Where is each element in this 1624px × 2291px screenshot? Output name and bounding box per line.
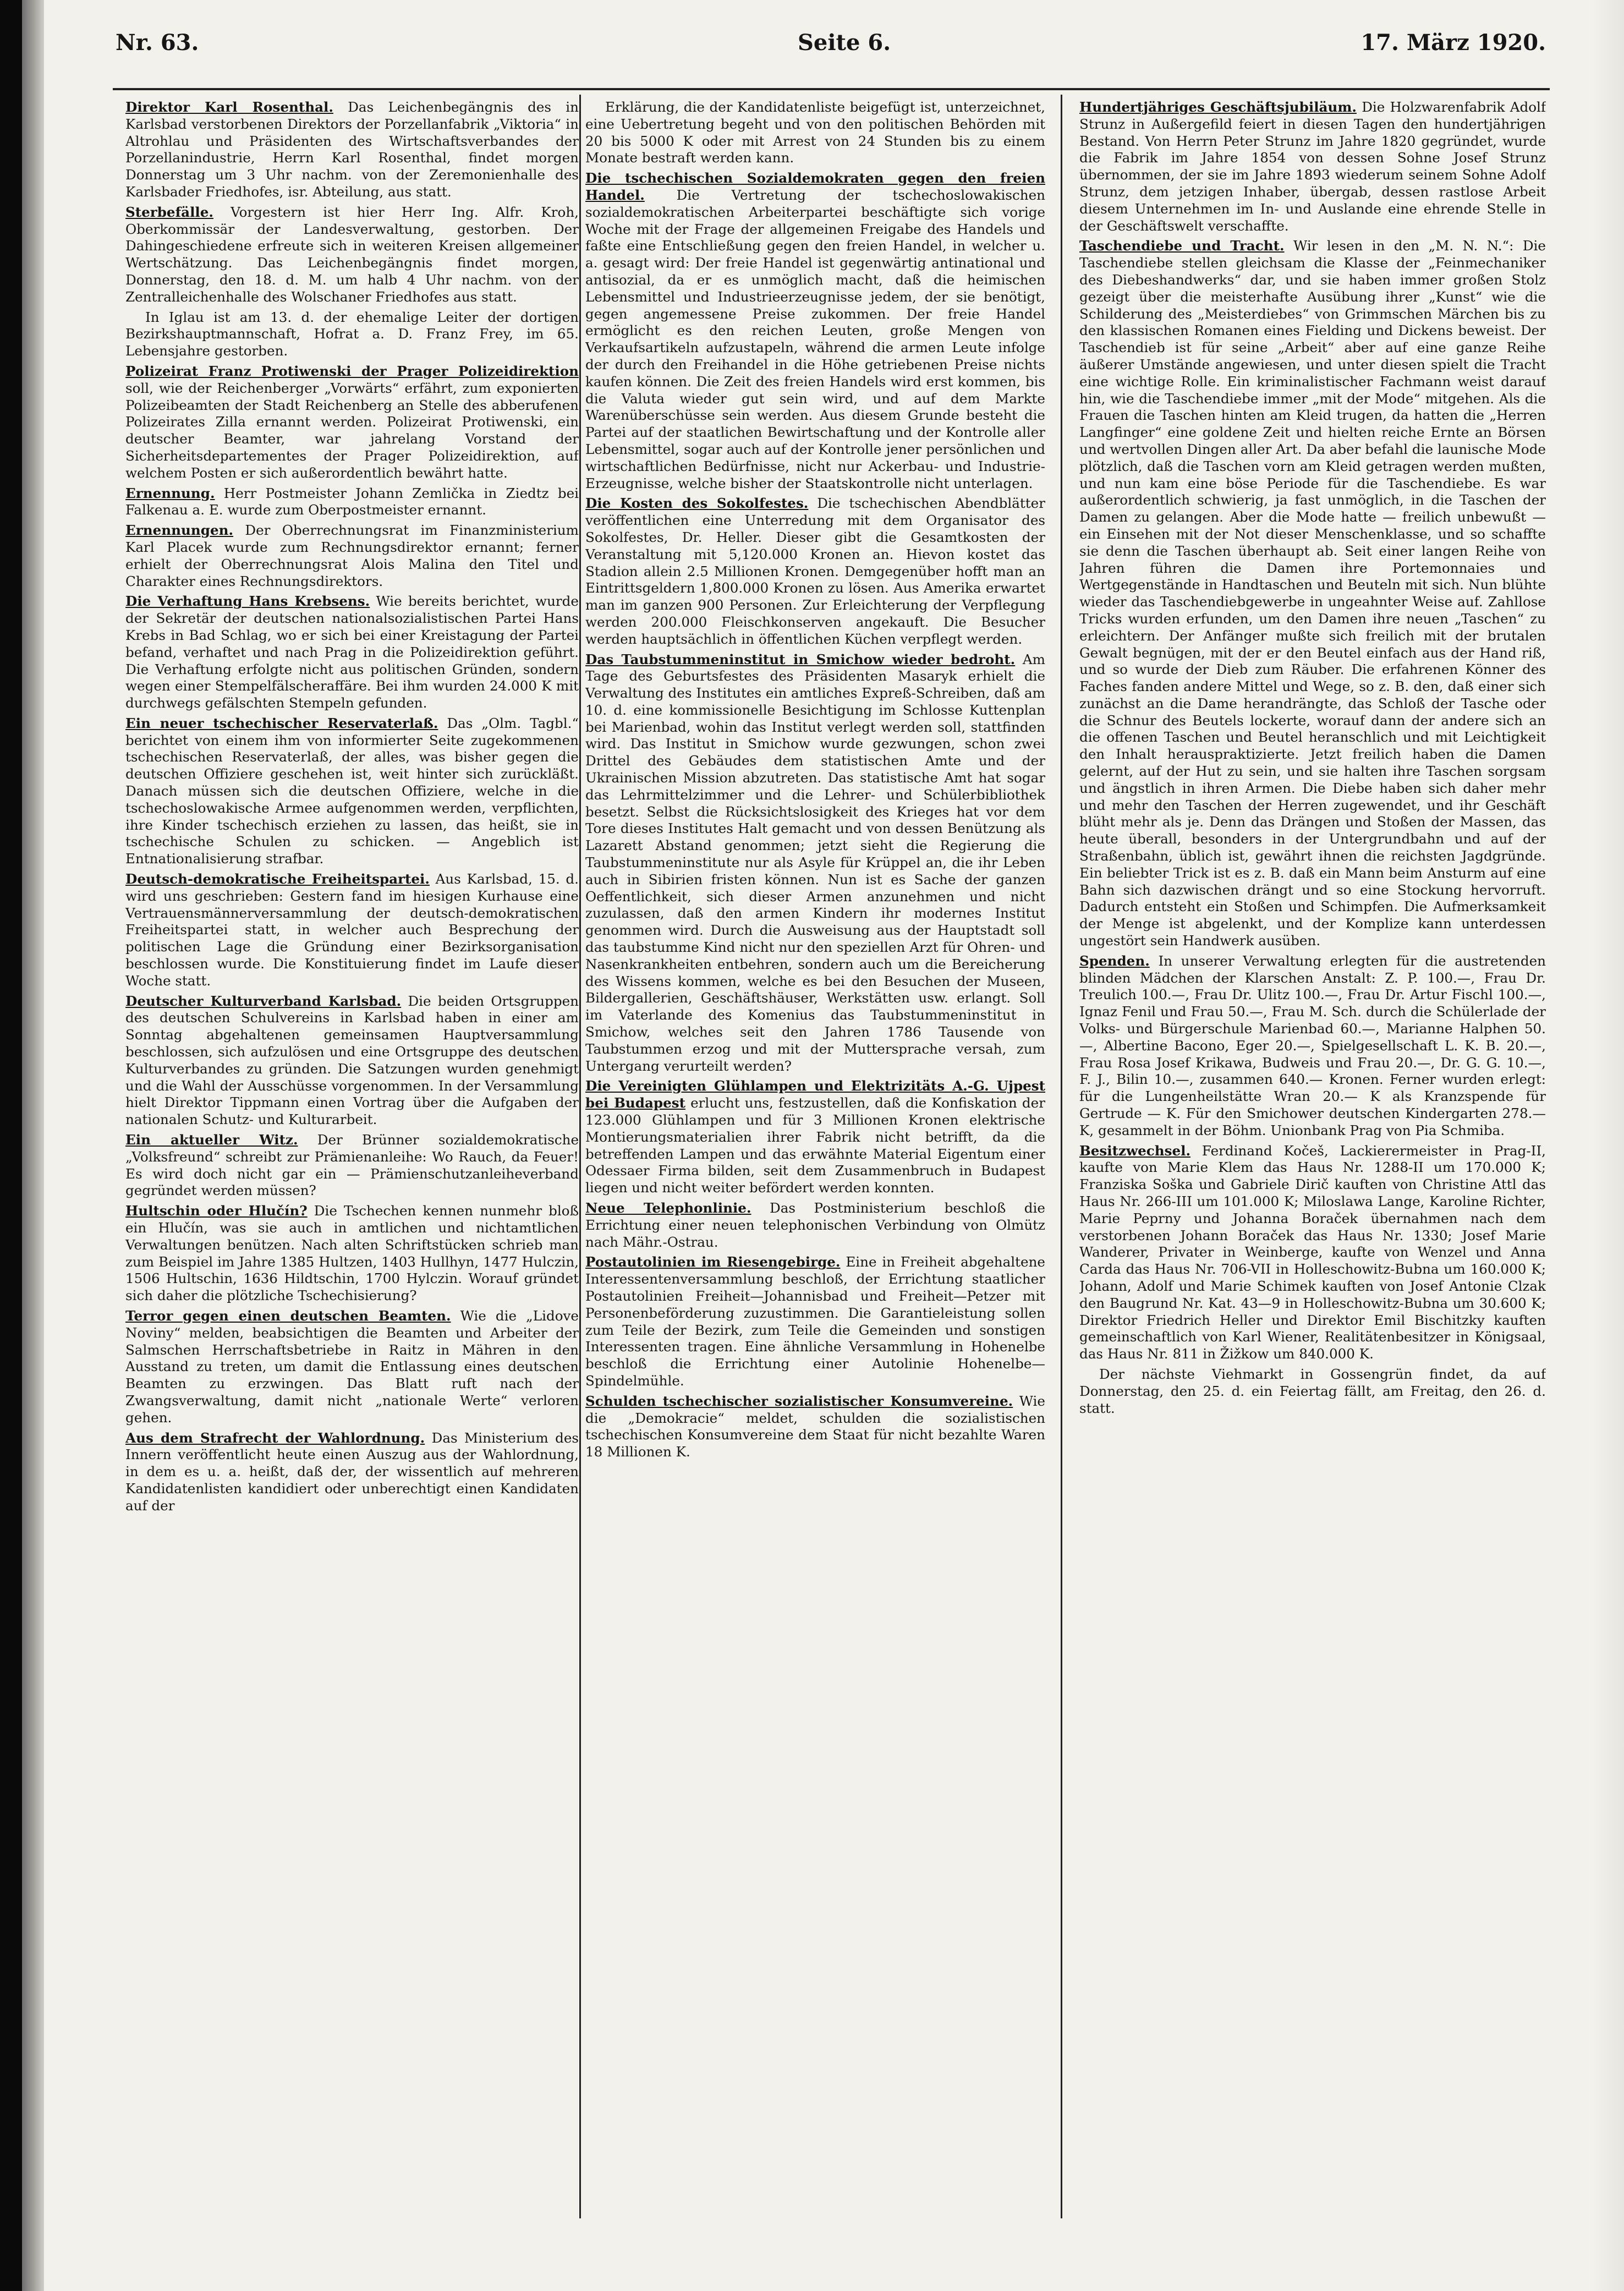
article bbox=[585, 99, 1045, 167]
article-headline: Direktor Karl Rosenthal. bbox=[125, 99, 333, 115]
article-body: Wir lesen in den „M. N. N.“: Die Taschendiebe stellen gleichsam die Klasse der „Feinmechaniker des Diebeshandwerks“ dar, und sie haben immer großen Stolz gezeigt über die meisterhafte Ausübung ihrer „Kunst“ wie die Schilderung des „Meisterdiebes“ von Grimmschen Märchen bis zu den klassischen Romanen eines Fielding und Dickens beweist. Der Taschendieb ist für seine „Arbeit“ aber auf eine ganze Reihe äußerer Umstände angewiesen, und unter diesen spielt die Tracht eine wichtige Rolle. Ein kriminalistischer Fachmann weist darauf hin, wie die Taschendiebe immer „mit der Mode“ mitgehen. Als die Frauen die Taschen hinten am Kleid trugen, da hatten die „Herren Langfinger“ eine goldene Zeit und hielten reiche Ernte an Börsen und wertvollen Dingen aller Art. Da aber befahl die launische Mode plötzlich, daß die Taschen vorn am Kleid getragen werden mußten, und nun kam eine böse Periode für die Taschendiebe. Es war außerordentlich schwierig, ja fast unmöglich, in die Taschen der Damen zu gelangen. Aber die Mode hatte — freilich unbewußt — ein Einsehen mit der Not dieser Menschenklasse, und so schaffte sie denn die Taschen überhaupt ab. Seit einer langen Reihe von Jahren führen die Damen ihre Portemonnaies und Wertgegenstände in Handtaschen und Beuteln mit sich. Nun blühte wieder das Taschendiebgewerbe in ungeahnter Weise auf. Zahllose Tricks wurden erfunden, um den Damen ihre neuen „Taschen“ zu erleichtern. Der Anfänger mußte sich freilich mit der brutalen Gewalt begnügen, mit der er den Beutel einfach aus der Hand riß, und so wurde der Dieb zum Räuber. Die erfahrenen Könner des Faches fanden andere Mittel und Wege, so z. B. den, daß einer sich zunächst an die Dame herandrängte, das Schloß der Tasche oder die Schnur des Beutels lockerte, worauf dann der andere sich an die offenen Taschen und Beutel heranschlich und mit Leichtigkeit den Inhalt herauspraktizierte. Jetzt freilich haben die Damen gelernt, auf der Hut zu sein, und sie halten ihre Taschen sorgsam und ängstlich in ihren Armen. Die Diebe haben sich daher mehr und mehr den Taschen der Herren zugewendet, und ihr Geschäft blüht mehr als je. Denn das Drängen und Stoßen der Massen, das heute überall, besonders in der Untergrundbahn und auf der Straßenbahn, üblich ist, gewährt ihnen die reichsten Jagdgründe. Ein beliebter Trick ist es z. B. daß ein Mann beim Ansturm auf eine Bahn sich dazwischen drängt und so eine Stockung hervorruft. Dadurch entsteht ein Stoßen und Schimpfen. Die Aufmerksamkeit der Menge ist abgelenkt, und der Komplize kann unterdessen ungestört sein Handwerk ausüben. bbox=[1079, 238, 1546, 949]
article-body: Erklärung, die der Kandidatenliste beigefügt ist, unterzeichnet, eine Uebertretung begeht und von den politischen Behörden mit 20 bis 5000 K oder mit Arrest von 24 Stunden bis zu einem Monate bestraft werden kann. bbox=[585, 99, 1045, 166]
article bbox=[125, 715, 579, 868]
article-body: Wie die „Demokracie“ meldet, schulden die sozialistischen tschechischen Konsumvereine dem Staat für nicht bezahlte Waren 18 Millionen K. bbox=[585, 1393, 1045, 1460]
article bbox=[585, 1078, 1045, 1197]
column-2 bbox=[585, 99, 1045, 2267]
article bbox=[125, 593, 579, 712]
column-1 bbox=[125, 99, 579, 2267]
article-headline: Die Kosten des Sokolfestes. bbox=[585, 495, 809, 512]
page-header bbox=[110, 24, 1551, 68]
article-headline: Spenden. bbox=[1079, 952, 1150, 969]
article bbox=[125, 1430, 579, 1515]
article bbox=[125, 309, 579, 360]
column-rule-2 bbox=[1061, 95, 1062, 2218]
article bbox=[125, 485, 579, 519]
article-headline: Die Verhaftung Hans Krebsens. bbox=[125, 593, 370, 610]
article bbox=[1079, 238, 1546, 949]
article-headline: Besitzwechsel. bbox=[1079, 1142, 1191, 1159]
article-headline: Hultschin oder Hlučín? bbox=[125, 1203, 308, 1219]
article bbox=[585, 651, 1045, 1075]
article-headline: Neue Telephonlinie. bbox=[585, 1200, 751, 1216]
issue-number: Nr. 63. bbox=[116, 30, 199, 56]
article bbox=[585, 1200, 1045, 1251]
article-headline: Ernennungen. bbox=[125, 522, 234, 539]
article bbox=[585, 495, 1045, 648]
header-rule bbox=[113, 88, 1550, 90]
article-body: erlucht uns, festzustellen, daß die Konfiskation der 123.000 Glühlampen und für 3 Millionen Kronen elektrische Montierungsmaterialien ihrer Fabrik nicht betrifft, da die betreffenden Lampen und das erwähnte Material Eigentum einer Odessaer Firma bilden, seit dem Zusammenbruch in Budapest liegen und nicht weiter befördert werden konnten. bbox=[585, 1095, 1045, 1196]
article bbox=[1079, 953, 1546, 1139]
article-body: Die tschechischen Abendblätter veröffentlichen eine Unterredung mit dem Organisator des Sokolfestes, Dr. Heller. Dieser gibt die Gesamtkosten der Veranstaltung mit 5,120.000 Kronen an. Hievon kostet das Stadion allein 2.5 Millionen Kronen. Demgegenüber hofft man an Eintrittsgeldern 1,800.000 Kronen zu lösen. Aus Amerika erwartet man im ganzen 900 Personen. Zur Erleichterung der Verpflegung werden 200.000 Fleischkonserven angekauft. Die Besucher werden hauptsächlich in öffentlichen Küchen verpflegt werden. bbox=[585, 495, 1045, 647]
article-body: In unserer Verwaltung erlegten für die austretenden blinden Mädchen der Klarschen Anstalt: Z. P. 100.—, Frau Dr. Treulich 100.—, Frau Dr. Ulitz 100.—, Frau Dr. Artur Fischl 100.—, Ignaz Fenil und Frau 50.—, Frau M. Sch. durch die Schülerlade der Volks- und Bürgerschule Marienbad 60.—, Marianne Halphen 50.—, Albertine Bacono, Eger 20.—, Spielgesellschaft L. K. B. 20.—, Frau Rosa Josef Krikawa, Budweis und Frau 20.—, Dr. G. G. 10.—, F. J., Bilin 10.—, zusammen 640.— Kronen. Ferner wurden erlegt: für die Lungenheilstätte Wran 20.— K als Kranzspende für Gertrude — K. Für den Smichower deutschen Kindergarten 278.— K, gesammelt in der Böhm. Unionbank Prag von Pia Schmiba. bbox=[1079, 952, 1546, 1138]
article-body: Eine in Freiheit abgehaltene Interessentenversammlung beschloß, der Errichtung staatlicher Postautolinien Freiheit—Johannisbad und Freiheit—Petzer mit Personenbeförderung zuzustimmen. Die Garantieleistung sollen zum Teile der Bezirk, zum Teile die Gemeinden und sonstigen Interessenten tragen. Eine ähnliche Versammlung in Hohenelbe beschloß die Errichtung einer Autolinie Hohenelbe—Spindelmühle. bbox=[585, 1254, 1045, 1389]
article-body: Ferdinand Kočeš, Lackierermeister in Prag-II, kaufte von Marie Klem das Haus Nr. 1288-II um 170.000 K; Franziska Soška und Gabriele Dirič kauften von Christine Attl das Haus Nr. 266-III um 101.000 K; Miloslawa Lange, Karoline Richter, Marie Peprny und Johanna Boraček übernahmen nach dem verstorbenen Johann Boraček das Haus Nr. 1330; Josef Marie Wanderer, Privater in Weinberge, kaufte von Wenzel und Anna Carda das Haus Nr. 706-VII in Holleschowitz-Bubna um 160.000 K; Johann, Adolf und Marie Schimek kauften von Josef Antonie Clzak den Baugrund Nr. Kat. 43—9 in Holleschowitz-Bubna um 30.600 K; Direktor Friedrich Heller und Direktor Emil Bischitzky kauften gemeinschaftlich von Karl Wiener, Realitätenbesitzer in Königsaal, das Haus Nr. 811 in Žižkow um 840.000 K. bbox=[1079, 1142, 1546, 1362]
article-headline: Die tschechischen Sozialdemokraten gegen den freien Handel. bbox=[585, 170, 1045, 203]
article-headline: Die Vereinigten Glühlampen und Elektrizitäts A.-G. Ujpest bei Budapest bbox=[585, 1078, 1045, 1111]
article-body: Das Ministerium des Innern veröffentlicht heute einen Auszug aus der Wahlordnung, in dem es u. a. heißt, daß der, der wissentlich auf mehreren Kandidatenlisten kandidiert oder unberechtigt einen Kandidaten auf der bbox=[125, 1429, 579, 1514]
article bbox=[585, 170, 1045, 492]
article-headline: Ernennung. bbox=[125, 485, 215, 501]
article-body: Die Vertretung der tschechoslowakischen sozialdemokratischen Arbeiterpartei beschäftigte sich vorige Woche mit der Frage der allgemeinen Freigabe des Handels und faßte eine Entschließung gegen den freien Handel, in welcher u. a. gesagt wird: Der freie Handel ist gegenwärtig antinational und antisozial, da er es unmöglich macht, daß die heimischen Lebensmittel und Industrieerzeugnisse jedem, der sie benötigt, gegen angemessene Preise zukommen. Der freie Handel ermöglicht es den reichen Leuten, große Mengen von Verkaufsartikeln aufzustapeln, während die armen Leute infolge der durch den Freihandel in die Höhe getriebenen Preise nichts kaufen können. Die Zeit des freien Handels wird erst kommen, bis die Valuta wieder gut sein wird, und auf dem Markte Warenüberschüsse sein werden. Aus diesem Grunde besteht die Partei auf der staatlichen Bewirtschaftung und der Kontrolle aller Lebensmittel, sogar auch auf der Kontrolle jener persönlichen und wirtschaftlichen Bedürfnisse, nicht nur Ackerbau- und Industrie-Erzeugnisse, welche bisher der Staatskontrolle nicht unterlagen. bbox=[585, 187, 1045, 491]
article-headline: Ein neuer tschechischer Reservaterlaß. bbox=[125, 715, 438, 731]
article-headline: Aus dem Strafrecht der Wahlordnung. bbox=[125, 1429, 425, 1446]
article-headline: Schulden tschechischer sozialistischer Konsumvereine. bbox=[585, 1393, 1013, 1409]
issue-date: 17. März 1920. bbox=[1360, 30, 1546, 56]
article bbox=[125, 363, 579, 482]
article-headline: Deutscher Kulturverband Karlsbad. bbox=[125, 993, 402, 1009]
article-body: Wie bereits berichtet, wurde der Sekretär der deutschen nationalsozialistischen Partei Hans Krebs in Bad Schlag, wo er sich bei einer Kreistagung der Partei befand, verhaftet und nach Prag in die Polizeidirektion geführt. Die Verhaftung erfolgte nicht aus politischen Gründen, sondern wegen einer Stempelfälscheraffäre. Bei ihm wurden 24.000 K mit durchwegs gefälschten Stempeln gefunden. bbox=[125, 593, 579, 711]
article-body: Das Postministerium beschloß die Errichtung einer neuen telephonischen Verbindung von Olmütz nach Mähr.-Ostrau. bbox=[585, 1200, 1045, 1250]
article-headline: Postautolinien im Riesengebirge. bbox=[585, 1254, 841, 1270]
article-body: Der Brünner sozialdemokratische „Volksfreund“ schreibt zur Prämienanleihe: Wo Rauch, da Feuer! Es wird doch nicht gar ein — Prämienschutzanleiheverband gegründet werden müssen? bbox=[125, 1132, 579, 1199]
article bbox=[1079, 1143, 1546, 1363]
article-headline: Ein aktueller Witz. bbox=[125, 1132, 298, 1148]
article-body: Die beiden Ortsgruppen des deutschen Schulvereins in Karlsbad haben in einer am Sonntag abgehaltenen gemeinsamen Hauptversammlung beschlossen, sich aufzulösen und eine Ortsgruppe des deutschen Kulturverbandes zu gründen. Die Satzungen wurden genehmigt und die Wahl der Ausschüsse vorgenommen. In der Versammlung hielt Direktor Tippmann einen Vortrag über die Aufgaben der nationalen Schutz- und Kulturarbeit. bbox=[125, 993, 579, 1128]
article-body: Aus Karlsbad, 15. d. wird uns geschrieben: Gestern fand im hiesigen Kurhause eine Vertrauensmännerversammlung der deutsch-demokratischen Freiheitspartei statt, in welcher auch Besprechung der politischen Lage die Gründung einer Bezirksorganisation beschlossen wurde. Die Konstituierung findet im Laufe dieser Woche statt. bbox=[125, 871, 579, 989]
article-headline: Taschendiebe und Tracht. bbox=[1079, 238, 1285, 254]
article bbox=[125, 1308, 579, 1427]
article bbox=[125, 1132, 579, 1199]
page-number: Seite 6. bbox=[798, 30, 891, 56]
article-headline: Das Taubstummeninstitut in Smichow wieder bedroht. bbox=[585, 651, 1016, 667]
article bbox=[125, 522, 579, 590]
article bbox=[585, 1393, 1045, 1461]
article-body: Herr Postmeister Johann Zemlička in Ziedtz bei Falkenau a. E. wurde zum Oberpostmeister ernannt. bbox=[125, 485, 579, 518]
article bbox=[125, 871, 579, 990]
article-headline: Sterbefälle. bbox=[125, 204, 213, 220]
article-body: Die Holzwarenfabrik Adolf Strunz in Außergefild feiert in diesen Tagen den hundertjährigen Bestand. Von Herrn Peter Strunz im Jahre 1820 gegründet, wurde die Fabrik im Jahre 1854 von dessen Sohne Josef Strunz übernommen, der sie im Jahre 1893 wiederum seinem Sohne Adolf Strunz, dem jetzigen Inhaber, übergab, dessen rastlose Arbeit diesem Unternehmen im In- und Auslande eine ehrende Stelle in der Geschäftswelt verschaffte. bbox=[1079, 99, 1546, 234]
article-body: Der nächste Viehmarkt in Gossengrün findet, da auf Donnerstag, den 25. d. ein Feiertag fällt, am Freitag, den 26. d. statt. bbox=[1079, 1366, 1546, 1416]
article bbox=[1079, 99, 1546, 234]
article-headline: Terror gegen einen deutschen Beamten. bbox=[125, 1307, 451, 1324]
scan-right-margin bbox=[1591, 0, 1624, 2291]
article-headline: Polizeirat Franz Protiwenski der Prager Polizeidirektion bbox=[125, 363, 579, 379]
article-body: Das Leichenbegängnis des in Karlsbad verstorbenen Direktors der Porzellanfabrik „Viktoria“ in Altrohlau und Präsidenten des Wirtschaftsverbandes der Porzellanindustrie, Herrn Karl Rosenthal, findet morgen Donnerstag um 3 Uhr nachm. von der Zeremonienhalle des Karlsbader Friedhofes, isr. Abteilung, aus statt. bbox=[125, 99, 579, 200]
article-body: Das „Olm. Tagbl.“ berichtet von einem ihm von informierter Seite zugekommenen tschechischen Reservaterlaß, der alles, was bisher gegen die deutschen Offiziere geschehen ist, weit hinter sich zurückläßt. Danach müssen sich die deutschen Offiziere, welche in die tschechoslowakische Armee aufgenommen werden, verpflichten, ihre Kinder tschechisch erziehen zu lassen, das heißt, sie in tschechische Schulen zu schicken. — Angeblich ist Entnationalisierung strafbar. bbox=[125, 715, 579, 867]
article-body: Wie die „Lidove Noviny“ melden, beabsichtigen die Beamten und Arbeiter der Salmschen Herrschaftsbetriebe in Raitz in Mähren in den Ausstand zu treten, um damit die Entlassung eines deutschen Beamten zu erzwingen. Das Blatt ruft nach der Zwangsverwaltung, damit nicht „nationale Werte“ verloren gehen. bbox=[125, 1307, 579, 1426]
article-body: soll, wie der Reichenberger „Vorwärts“ erfährt, zum exponierten Polizeibeamten der Stadt Reichenberg an Stelle des abberufenen Polizeirates Zilla ernannt werden. Polizeirat Protiwenski, ein deutscher Beamter, war jahrelang Vorstand der Sicherheitsdepartementes der Prager Polizeidirektion, auf welchem Posten er sich außerordentlich bewährt hatte. bbox=[125, 380, 579, 481]
article bbox=[1079, 1366, 1546, 1417]
article-body: Vorgestern ist hier Herr Ing. Alfr. Kroh, Oberkommissär der Landesverwaltung, gestorben. Der Dahingeschiedene erfreute sich in weiteren Kreisen allgemeiner Wertschätzung. Das Leichenbegängnis findet morgen, Donnerstag, den 18. d. M. um halb 4 Uhr nachm. von der Zentralleichenhalle des Wolschaner Friedhofes aus statt. bbox=[125, 204, 579, 305]
article bbox=[125, 1203, 579, 1305]
scan-edge-shadow bbox=[22, 0, 44, 2291]
article bbox=[125, 204, 579, 306]
article-body: Die Tschechen kennen nunmehr bloß ein Hlučín, was sie auch in amtlichen und nichtamtlichen Verwaltungen benützen. Nach alten Schriftstücken schrieb man zum Beispiel im Jahre 1385 Hultzen, 1403 Hullhyn, 1477 Hulczin, 1506 Hultschin, 1636 Hildtschin, 1700 Hylczin. Worauf gründet sich daher die plötzliche Tschechisierung? bbox=[125, 1203, 579, 1304]
article-headline: Deutsch-demokratische Freiheitspartei. bbox=[125, 871, 430, 887]
column-3 bbox=[1079, 99, 1546, 2267]
article-body: Der Oberrechnungsrat im Finanzministerium Karl Placek wurde zum Rechnungsdirektor ernannt; ferner erhielt der Oberrechnungsrat Alois Malina den Titel und Charakter eines Rechnungsdirektors. bbox=[125, 522, 579, 589]
article-body: In Iglau ist am 13. d. der ehemalige Leiter der dortigen Bezirkshauptmannschaft, Hofrat a. D. Franz Frey, im 65. Lebensjahre gestorben. bbox=[125, 309, 579, 359]
column-rule-1 bbox=[579, 95, 581, 2218]
article-body: Am Tage des Geburtsfestes des Präsidenten Masaryk erhielt die Verwaltung des Institutes ein amtliches Expreß-Schreiben, daß am 10. d. eine kommissionelle Besichtigung im Schlosse Kuttenplan bei Marienbad, wohin das Institut verlegt werden soll, stattfinden wird. Das Institut in Smichow wurde gezwungen, schon zwei Drittel des Gebäudes dem statistischen Amte und der Ukrainischen Mission abzutreten. Das statistische Amt hat sogar das Lehrmittelzimmer und die Lehrer- und Schülerbibliothek besetzt. Selbst die Rücksichtslosigkeit des Krieges hat vor dem Tore dieses Institutes Halt gemacht und von dessen Benützung als Lazarett Abstand genommen; jetzt sieht die Regierung die Taubstummeninstitute nur als Asyle für Krüppel an, die ihr Leben auch in Sibirien fristen können. Nun ist es Sache der ganzen Oeffentlichkeit, sich dieser Armen anzunehmen und nicht zuzulassen, daß den armen Kindern ihr modernes Institut genommen wird. Durch die Ausweisung aus der Hauptstadt soll das taubstumme Kind nicht nur den speziellen Arzt für Ohren- und Nasenkrankheiten entbehren, sondern auch um die Bereicherung des Wissens kommen, welche es bei den Besuchen der Museen, Bildergallerien, Geschäftshäuser, Werkstätten usw. erlangt. Soll im Vaterlande des Komenius das Taubstummeninstitut in Smichow, welches seit den Jahren 1786 Tausende von Taubstummen erzog und mit der Muttersprache versah, zum Untergang verurteilt werden? bbox=[585, 651, 1045, 1074]
article bbox=[125, 99, 579, 201]
article bbox=[125, 993, 579, 1128]
article bbox=[585, 1254, 1045, 1389]
article-headline: Hundertjähriges Geschäftsjubiläum. bbox=[1079, 99, 1357, 115]
